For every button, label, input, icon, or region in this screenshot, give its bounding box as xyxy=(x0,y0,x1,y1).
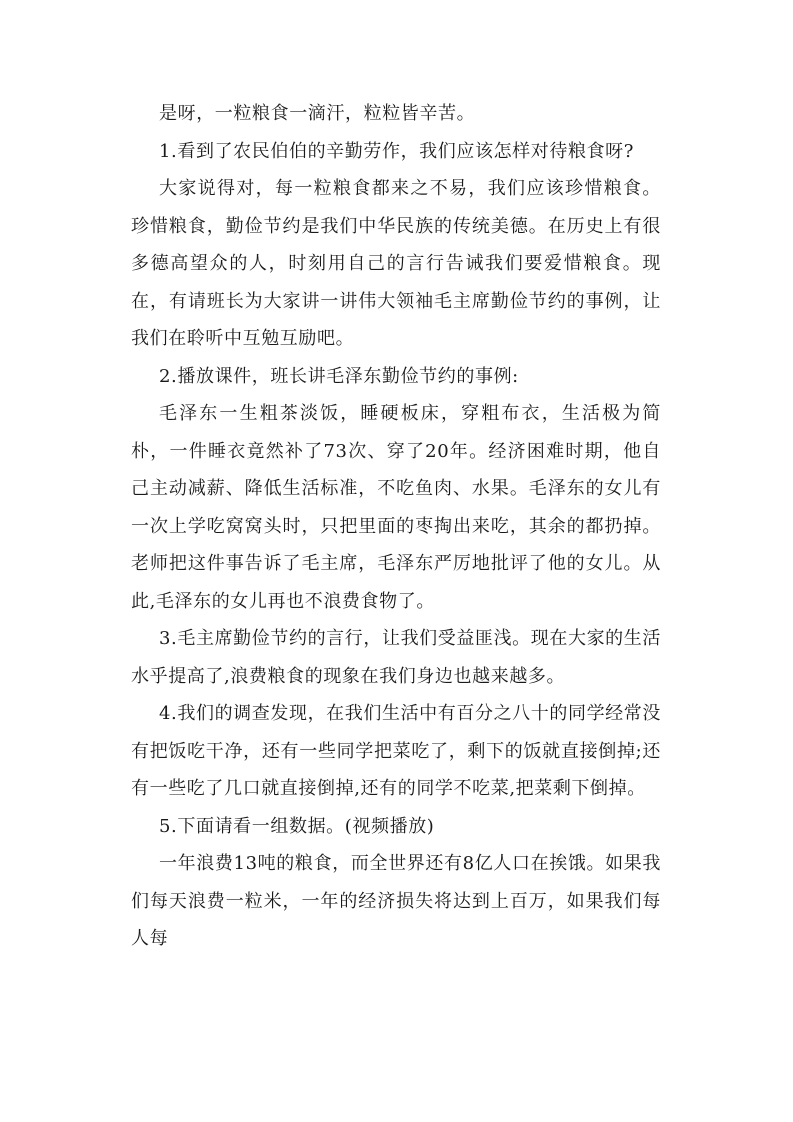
paragraph: 3.毛主席勤俭节约的言行，让我们受益匪浅。现在大家的生活水乎提高了,浪费粮食的现象在我们身边也越来越多。 xyxy=(131,628,661,687)
paragraph: 大家说得对，每一粒粮食都来之不易，我们应该珍惜粮食。珍惜粮食，勤俭节约是我们中华民族的传统美德。在历史上有很多德高望众的人，时刻用自己的言行告诫我们要爱惜粮食。现在，有请班长为大家讲一讲伟大领袖毛主席勤俭节约的事例，让我们在聆听中互勉互励吧。 xyxy=(131,178,661,349)
paragraph: 一年浪费13吨的粮食，而全世界还有8亿人口在挨饿。如果我们每天浪费一粒米，一年的经济损失将达到上百万，如果我们每人每 xyxy=(131,853,661,949)
paragraph: 5.下面请看一组数据。(视频播放) xyxy=(159,815,435,837)
paragraph: 2.播放课件，班长讲毛泽东勤俭节约的事例: xyxy=(159,365,519,387)
document-body xyxy=(131,95,661,958)
paragraph: 是呀，一粒粮食一滴汗，粒粒皆辛苦。 xyxy=(159,103,476,124)
paragraph: 1.看到了农民伯伯的辛勤劳作，我们应该怎样对待粮食呀? xyxy=(159,140,635,162)
paragraph: 4.我们的调查发现，在我们生活中有百分之八十的同学经常没有把饭吃干净，还有一些同学把菜吃了，剩下的饭就直接倒掉;还有一些吃了几口就直接倒掉,还有的同学不吃菜,把菜剩下倒掉。 xyxy=(131,703,661,799)
paragraph: 毛泽东一生粗茶淡饭，睡硬板床，穿粗布衣，生活极为简朴，一件睡衣竟然补了73次、穿了20年。经济困难时期，他自己主动减薪、降低生活标准，不吃鱼肉、水果。毛泽东的女儿有一次上学吃窝窝头时，只把里面的枣掏出来吃，其余的都扔掉。老师把这件事告诉了毛主席，毛泽东严厉地批评了他的女儿。从此,毛泽东的女儿再也不浪费食物了。 xyxy=(131,403,661,612)
